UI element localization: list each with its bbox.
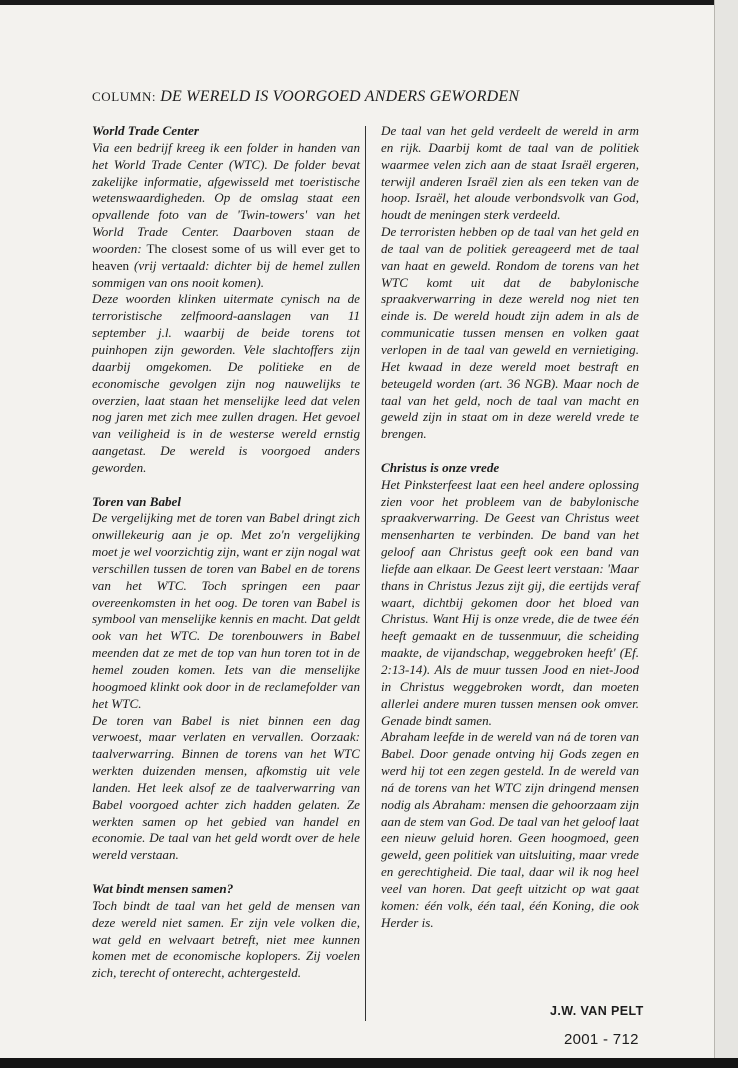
- paragraph: Toch bindt de taal van het geld de mensen van deze wereld niet samen. Er zijn vele volken die, wat geld en welvaart betreft, niet mee kunnen komen met de economische koplopers. Zij voelen zich, terecht of onterecht, achtergesteld.: [92, 897, 360, 981]
- column-divider: [365, 126, 366, 1021]
- paragraph: [92, 140, 360, 292]
- paragraph: De taal van het geld verdeelt de wereld in arm en rijk. Daarbij komt de taal van de politiek waarmee velen zich aan de staat Israël ergeren, terwijl anderen Israël zien als een teken van de hoop. Israël, het aloude verbondsvolk van God, houdt de meningen sterk verdeeld.: [381, 123, 639, 223]
- heading-christus-is-onze-vrede: Christus is onze vrede: [381, 459, 500, 475]
- paragraph: Deze woorden klinken uitermate cynisch na de terroristische zelfmoord-aanslagen van 11 september j.l. waarbij de beide torens tot puinhopen zijn geworden. Vele slachtoffers zijn daarbij omgekomen. De politieke en de economische gevolgen zijn nog nauwelijks te overzien, laat staan het menselijke leed dat velen nog jaren met zich mee zullen dragen. Het gevoel van veiligheid is in de westerse wereld ernstig aangetast. De wereld is voorgoed anders geworden.: [92, 291, 360, 475]
- heading-toren-van-babel: Toren van Babel: [92, 493, 181, 509]
- english-quote: The closest some of us will ever get to heaven: [92, 240, 360, 273]
- left-column: [92, 123, 360, 982]
- text-run: (vrij vertaald: dichter bij de hemel zullen sommigen van ons nooit komen).: [92, 257, 360, 290]
- text-run: Via een bedrijf kreeg ik een folder in handen van het World Trade Center (WTC). De folder bevat zakelijke informatie, afgewisseld met toeristische wetenswaardigheden. Op de omslag staat een opvallende foto van de 'Twin-towers' van het World Trade Center. Daarboven staan de woorden:: [92, 139, 360, 256]
- heading-world-trade-center: World Trade Center: [92, 123, 199, 138]
- paragraph: De toren van Babel is niet binnen een dag verwoest, maar verlaten en vervallen. Oorzaak: taalverwarring. Binnen de torens van het WTC werkten duizenden mensen, afkomstig uit vele landen. Het leek alsof ze de taalverwarring van Babel voorgoed achter zich hadden gelaten. Ze werkten samen op het gebied van handel en economie. De taal van het geld wordt over de hele wereld verstaan.: [92, 712, 360, 863]
- column-header: [92, 88, 652, 106]
- right-column: [381, 123, 639, 932]
- paragraph: De vergelijking met de toren van Babel dringt zich onwillekeurig aan je op. Met zo'n vergelijking moet je wel voorzichtig zijn, want er zijn nogal wat verschillen tussen de toren van Babel en de torens van het WTC. Toch springen een paar overeenkomsten in het oog. De toren van Babel is symbool van menselijke kennis en macht. Dat geldt ook van het WTC. De torenbouwers in Babel meenden dat ze met de top van hun toren tot in de hemel zouden komen. Iets van die menselijke hoogmoed klinkt ook door in de reclamefolder van het WTC.: [92, 510, 360, 711]
- bottom-edge: [0, 1058, 738, 1068]
- page-right-edge: [714, 0, 738, 1068]
- column-label: COLUMN:: [92, 89, 157, 104]
- paragraph: Abraham leefde in de wereld van ná de toren van Babel. Door genade ontving hij Gods zegen en werd hij tot een zegen gesteld. In de wereld van ná de torens van het WTC zijn dringend mensen nodig als Abraham: mensen die gehoorzaam zijn aan de stem van God. De taal van het geloof laat een nieuw geluid horen. Geen hoogmoed, geen geweld, geen politiek van uitsluiting, maar vrede en gerechtigheid. Die taal, daar wil ik nog heel veel van horen. Dat geeft uitzicht op wat gaat komen: één volk, één taal, één Koning, die ook Herder is.: [381, 729, 639, 930]
- page-number: 2001 - 712: [564, 1031, 639, 1048]
- heading-wat-bindt-mensen-samen: Wat bindt mensen samen?: [92, 880, 234, 896]
- paragraph: Het Pinksterfeest laat een heel andere oplossing zien voor het probleem van de babylonische spraakverwarring. De Geest van Christus weet mensenharten te verbinden. De band van het geloof aan Christus geeft ook een band van liefde aan elkaar. De Geest leert verstaan: 'Maar thans in Christus Jezus zijt gij, die eertijds veraf waart, dichtbij gekomen door het bloed van Christus. Want Hij is onze vrede, die de twee één heeft gemaakt en de tussenmuur, die scheiding maakte, de vijandschap, weggebroken heeft' (Ef. 2:13-14). Als de muur tussen Jood en niet-Jood in Christus weggebroken wordt, dan moeten allerlei andere muren tussen mensen ook omver. Genade bindt samen.: [381, 476, 639, 728]
- paragraph: De terroristen hebben op de taal van het geld en de taal van de politiek gereageerd met de taal van haat en geweld. Rondom de torens van het WTC komt uit dat de babylonische spraakverwarring in deze wereld nog niet ten einde is. De wereld houdt zijn adem in als de communicatie tussen mensen en volken gaat verlopen in de taal van geweld en vernietiging. Het kwaad in deze wereld moet bestraft en beteugeld worden (art. 36 NGB). Maar noch de taal van het geld, noch de taal van macht en geweld zijn in staat om in deze wereld vrede te brengen.: [381, 224, 639, 442]
- top-edge: [0, 0, 738, 5]
- column-title: DE WERELD IS VOORGOED ANDERS GEWORDEN: [160, 88, 520, 105]
- author-name: J.W. VAN PELT: [550, 1004, 644, 1018]
